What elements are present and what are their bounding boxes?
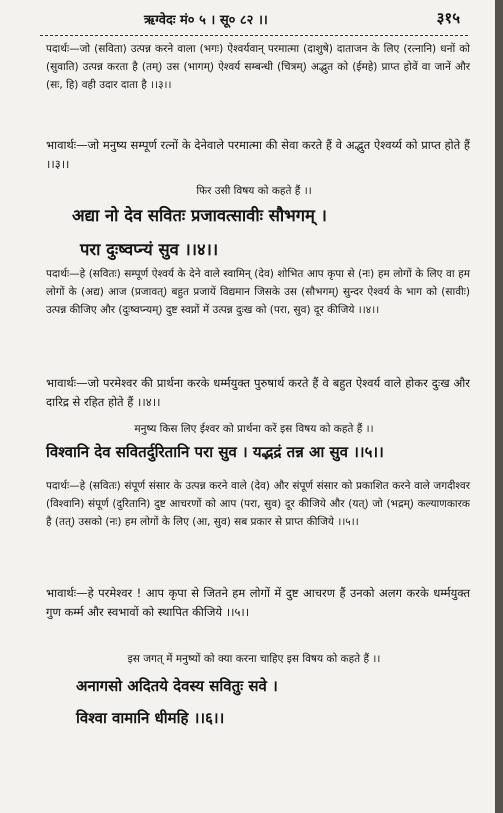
header-rule <box>40 35 468 36</box>
mantra-6-line-1: अनागसो अदितये देवस्य सवितुः सवे । <box>76 677 278 695</box>
header-title: ऋग्वेदः मं० ५ । सू० ८२ ।। <box>144 13 268 28</box>
bhavarth-5: भावार्थः—हे परमेश्वर ! आप कृपा से जितने हम लोगों में दुष्ट आचरण हैं उनको अलग करके धर्म्मयुक्त गुण कर्म्म और स्वभावों को स्थापित कीजिये ।।५।। <box>46 586 470 619</box>
bhavarth-3: भावार्थः—जो मनुष्य सम्पूर्ण रत्नों के देनेवाले परमात्मा की सेवा करते हैं वे अद्भुत ऐश्वर्य्य को प्राप्त होते हैं ।।३।। <box>46 138 470 171</box>
mantra-6-line-2: विश्वा वामानि धीमहि ।।६।। <box>76 709 225 727</box>
padarth-3: पदार्थः—जो (सविता) उत्पन्न करने वाला (भगः) ऐश्वर्यवान् परमात्मा (दाशुषे) दाताजन के लिए (रत्नानि) धनों को (सुवाति) उत्पन्न करता है (तम्) उस (भागम्) ऐश्वर्य सम्बन्धी (चित्रम्) अद्भुत को (ईमहे) प्राप्त होवें वा जानें और (सः, हि) वही उदार दाता है ।।३।। <box>46 43 470 92</box>
padarth-4: पदार्थः—हे (सवितः) सम्पूर्ण ऐश्वर्य के देने वाले स्वामिन् (देव) शोभित आप कृपा से (नः) हम लोगों के लिए वा हम लोगों के (अद्य) आज (प्रजावत्) बहुत प्रजायें विद्यमान जिसके उस (सौभगम्) सुन्दर ऐश्वर्य के भाग को (सावीः) उत्पन्न कीजिए और (दुःष्वप्न्यम्) दुष्ट स्वप्नों में उत्पन्न दुःख को (परा, सुव) दूर कीजिये ।।४।। <box>46 268 470 317</box>
bhavarth-4: भावार्थः—जो परमेश्वर की प्रार्थना करके धर्म्मयुक्त पुरुषार्थ करते हैं वे बहुत ऐश्वर्य वाले होकर दुःख और दारिद्र से रहित होते हैं ।।४।। <box>46 376 470 409</box>
mantra-4-line-2: परा दुःष्वप्न्यं सुव ।।४।। <box>80 240 219 259</box>
mantra-4-line-1: अद्या नो देव सवितः प्रजावत्सावीः सौभगम् । <box>72 206 327 225</box>
mantra-5-line-1: विश्वानि देव सवितर्दुरितानि परा सुव । यद्भद्रं तन्न आ सुव ।।५।। <box>46 443 384 461</box>
intro-mantra-5: मनुष्य किस लिए ईश्वर को प्रार्थना करें इस विषय को कहते हैं ।। <box>134 423 374 435</box>
page-number: ३१५ <box>436 9 460 27</box>
intro-mantra-4: फिर उसी विषय को कहते हैं ।। <box>196 185 312 197</box>
intro-mantra-6: इस जगत् में मनुष्यों को क्या करना चाहिए इस विषय को कहते हैं ।। <box>127 653 381 665</box>
page-edge-shadow <box>495 0 503 813</box>
page-header <box>40 8 468 32</box>
padarth-5: पदार्थः—हे (सवितः) संपूर्ण संसार के उत्पन्न करने वाले (देव) और संपूर्ण संसार को प्रकाशित करने वाले जगदीश्वर (विश्वानि) संपूर्ण (दुरितानि) दुष्ट आचरणों को आप (परा, सुव) दूर कीजिये और (यत्) जो (भद्रम्) कल्याणकारक है (तत्) उसको (नः) हम लोगों के लिए (आ, सुव) सब प्रकार से प्राप्त कीजिये ।।५।। <box>46 480 470 529</box>
